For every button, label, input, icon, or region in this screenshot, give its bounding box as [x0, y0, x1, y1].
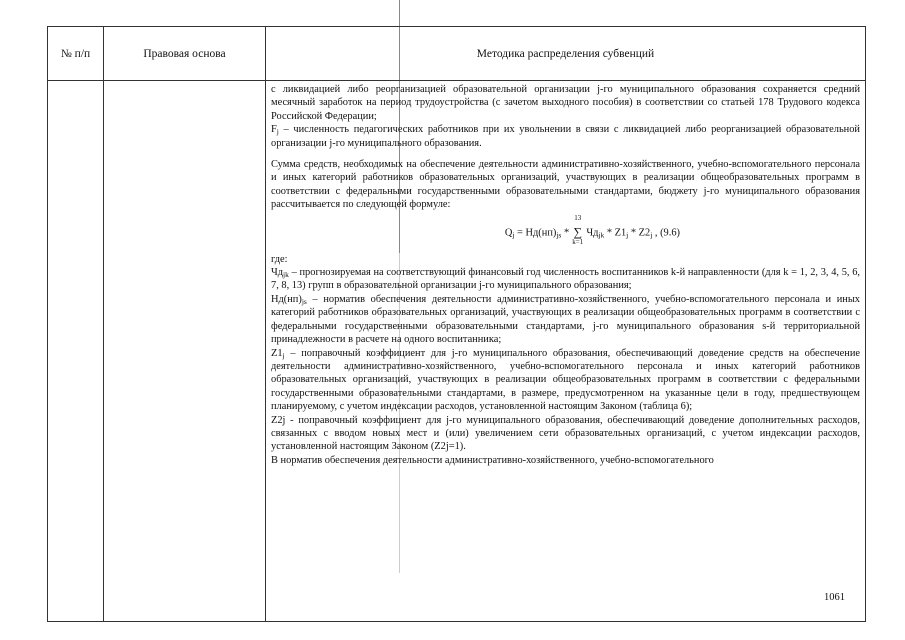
definition-nd: $Нд(нп)_{js}$ – норматив обеспечения деятельности административно-хозяйственного, учебно-вспомогательного персонала и иных категорий работников образовательных организаций, участвующих в реализации общеобразовательных программ в соответствии с федеральными государственными образовательными стандартами, j-го муниципального образования s-й территориальной принадлежности в расчете на одного воспитанника; [271, 293, 860, 346]
header-number: № п/п [48, 27, 104, 81]
page-number: 1061 [824, 592, 845, 603]
cell-method [266, 81, 866, 622]
definition-ch: $Чд_{jk}$ – прогнозируемая на соответствующий финансовый год численность воспитанников k-й направленности (для k = 1, 2, 3, 4, 5, 6, 7, 8, 13) групп в образовательной организации j-го муниципального образования; [271, 267, 860, 292]
paragraph-last: В норматив обеспечения деятельности административно-хозяйственного, учебно-вспомогательного [271, 454, 714, 466]
paragraph: с ликвидацией либо реорганизацией образовательной организации j-го муниципального образования сохраняется средний месячный заработок на период трудоустройства (с зачетом выходного пособия) в соответствии со статьей 178 Трудового кодекса Российской Федерации; [271, 84, 860, 122]
header-legal-basis: Правовая основа [104, 27, 266, 81]
definition-z2: Z2j - поправочный коэффициент для j-го муниципального образования, обеспечивающий доведение дополнительных расходов, связанных с вводом новых мест и (или) увеличением сети образовательных организаций, с учетом индексации расходов, установленной настоящим Законом (Z2j=1). [271, 414, 860, 453]
cell-legal-basis [104, 81, 266, 622]
formula-9-6: $Q_j = Нд(нп)_{js}$ * 13 ∑ k=1 $Чд_{jk} * Z1_j * Z2_j$ , (9.6) [504, 213, 680, 246]
where-label: где: [271, 253, 288, 265]
paragraph-definition-f: $F_j$ – численность педагогических работников при их увольнении в связи с ликвидацией либо реорганизацией образовательной организации j-го муниципального образования. [271, 124, 860, 149]
definition-z1: $Z1_j$ – поправочный коэффициент для j-го муниципального образования, обеспечивающий доведение средств на обеспечение деятельности административно-хозяйственного, учебно-вспомогательного персонала и иных категорий работников образовательных организаций, участвующих в реализации общеобразовательных программ в соответствии с федеральными государственными образовательными стандартами, в размере, предусмотренном на указанные цели в году, предшествующем планируемому, с учетом индексации расходов, установленной настоящим Законом (таблица 6); [271, 347, 860, 413]
table-header-row [48, 27, 866, 81]
paragraph-formula-intro: Сумма средств, необходимых на обеспечение деятельности административно-хозяйственного, учебно-вспомогательного персонала и иных категорий работников образовательных организаций, участвующих в реализации общеобразовательных программ в соответствии с федеральными государственными образовательными стандартами, бюджету j-го муниципального образования рассчитывается по следующей формуле: [271, 159, 860, 211]
table-row [48, 81, 866, 622]
cell-number [48, 81, 104, 622]
header-method: Методика распределения субвенций [266, 27, 866, 81]
subvention-table [47, 26, 866, 622]
sum-sign: 13 ∑ k=1 [572, 213, 584, 246]
